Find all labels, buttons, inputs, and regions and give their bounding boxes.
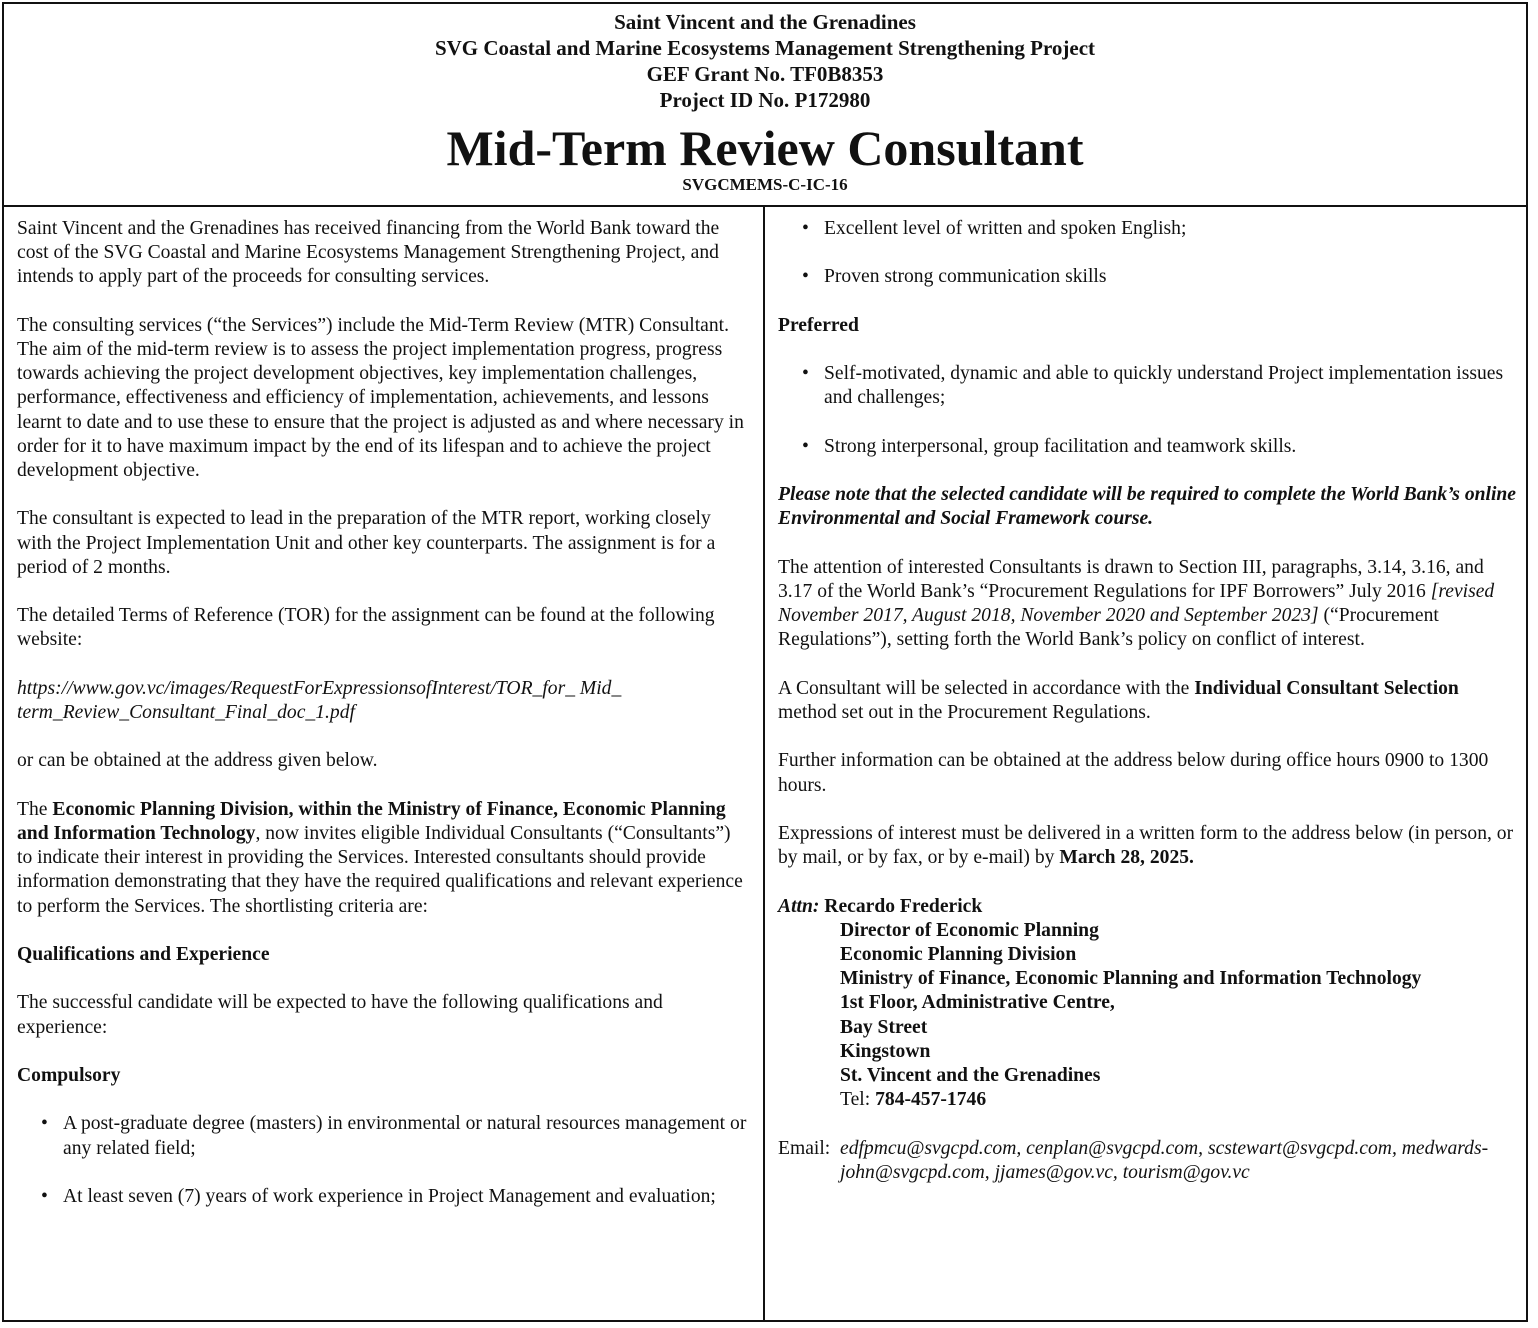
selection-method: Individual Consultant Selection [1194, 677, 1459, 699]
tor-paragraph: The detailed Terms of Reference (TOR) for the assignment can be found at the following website: [17, 605, 715, 651]
right-column [765, 207, 1526, 1320]
invitation-text-end: , now invites eligible Individual Consultants (“Consultants”) to indicate their interest in providing the Services. Interested consultants should provide information demonstrating that they have the required qualifications and relevant experience to perform the Services. The shortlisting criteria are: [17, 822, 743, 917]
submission-text: Expressions of interest must be delivered in a written form to the address below (in person, or by mail, or by fax, or by e-mail) by [778, 822, 1514, 869]
project-name: SVG Coastal and Marine Ecosystems Management Strengthening Project [434, 36, 1096, 60]
grant-number: GEF Grant No. TF0B8353 [646, 62, 884, 86]
submission-deadline: March 28, 2025. [1059, 847, 1194, 869]
invitation-agency: Economic Planning Division, within the Ministry of Finance, Economic Planning and Information Technology [17, 798, 726, 844]
tel-label: Tel: [840, 1089, 876, 1111]
document-frame [2, 2, 1528, 1322]
list-item: • At least seven (7) years of work experience in Project Management and evaluation; [17, 1185, 749, 1209]
address-note: or can be obtained at the address given below. [17, 750, 378, 772]
address-line: 1st Floor, Administrative Centre, [840, 992, 1115, 1014]
financing-paragraph: Saint Vincent and the Grenadines has received financing from the World Bank toward the cost of the SVG Coastal and Marine Ecosystems Management Strengthening Project, and intends to apply part of the proceeds for consulting services. [17, 218, 720, 288]
contact-name: Recardo Frederick [819, 895, 983, 917]
list-item: • A post-graduate degree (masters) in environmental or natural resources management or any related field; [17, 1112, 749, 1160]
conflict-of-interest-paragraph [778, 556, 1518, 653]
submission-paragraph [778, 822, 1518, 870]
invitation-text-start: The [17, 798, 53, 820]
address-line: Ministry of Finance, Economic Planning and Information Technology [840, 968, 1422, 990]
attn-label: Attn: [778, 895, 820, 917]
preferred-list [778, 362, 1518, 459]
telephone-number: 784-457-1746 [875, 1089, 987, 1111]
attention-text-end: (“Procurement Regulations”), setting forth the World Bank’s policy on conflict of interest. [778, 605, 1439, 651]
address-line: St. Vincent and the Grenadines [840, 1064, 1101, 1086]
document-header [4, 4, 1526, 207]
selection-text-end: method set out in the Procurement Regulations. [778, 701, 1151, 723]
email-addresses[interactable]: edfpmcu@svgcpd.com, cenplan@svgcpd.com, scstewart@svgcpd.com, medwards-john@svgcpd.com, jjames@gov.vc, tourism@gov.vc [840, 1137, 1489, 1183]
selection-text-start: A Consultant will be selected in accordance with the [778, 677, 1195, 699]
list-item: • Excellent level of written and spoken English; [778, 217, 1518, 241]
attention-line [778, 895, 1518, 919]
contact-address-block [778, 895, 1518, 1113]
invitation-paragraph [17, 798, 749, 919]
compulsory-list [17, 1112, 749, 1209]
qualifications-intro: The successful candidate will be expected to have the following qualifications and experience: [17, 992, 663, 1038]
attention-text: The attention of interested Consultants is drawn to Section III, paragraphs, 3.14, 3.16, and 3.17 of the World Bank’s “Procurement Regulations for IPF Borrowers” July 2016 [778, 556, 1484, 602]
esf-course-note: Please note that the selected candidate will be required to complete the World Bank’s online Environmental and Social Framework course. [778, 484, 1516, 530]
email-label: Email: [778, 1137, 831, 1159]
list-item: • Proven strong communication skills [778, 265, 1518, 289]
reference-code: SVGCMEMS-C-IC-16 [682, 175, 848, 194]
project-id: Project ID No. P172980 [659, 88, 871, 112]
office-hours-paragraph: Further information can be obtained at the address below during office hours 0900 to 1300 hours. [778, 750, 1489, 796]
email-block [778, 1137, 1518, 1185]
revision-dates: [revised November 2017, August 2018, November 2020 and September 2023] [778, 580, 1495, 627]
left-column [4, 207, 765, 1320]
address-line: Director of Economic Planning [840, 919, 1099, 941]
assignment-paragraph: The consultant is expected to lead in the preparation of the MTR report, working closely with the Project Implementation Unit and other key counterparts. The assignment is for a period of 2 months. [17, 508, 716, 578]
list-item: • Strong interpersonal, group facilitation and teamwork skills. [778, 435, 1518, 459]
address-line: Economic Planning Division [840, 943, 1077, 965]
selection-method-paragraph [778, 677, 1518, 725]
tor-url[interactable]: https://www.gov.vc/images/RequestForExpressionsofInterest/TOR_for_ Mid_ term_Review_Consultant_Final_doc_1.pdf [17, 677, 622, 723]
preferred-heading: Preferred [778, 314, 859, 336]
page-title: Mid-Term Review Consultant [446, 120, 1084, 176]
country-line: Saint Vincent and the Grenadines [614, 10, 916, 34]
qualifications-heading: Qualifications and Experience [17, 943, 270, 965]
services-paragraph: The consulting services (“the Services”) include the Mid-Term Review (MTR) Consultant. The aim of the mid-term review is to assess the project implementation progress, progress towards achieving the project development objectives, key implementation challenges, performance, effectiveness and efficiency of implementation, achievements, and lessons learnt to date and to use these to ensure that the project is adjusted as and where necessary in order for it to have maximum impact by the end of its lifespan and to achieve the project development objective. [17, 314, 744, 482]
compulsory-list-continued [778, 217, 1518, 290]
list-item: • Self-motivated, dynamic and able to quickly understand Project implementation issues and challenges; [778, 362, 1518, 410]
address-line: Kingstown [840, 1040, 931, 1062]
compulsory-heading: Compulsory [17, 1064, 121, 1086]
telephone-line [778, 1088, 1518, 1112]
address-line: Bay Street [840, 1016, 928, 1038]
